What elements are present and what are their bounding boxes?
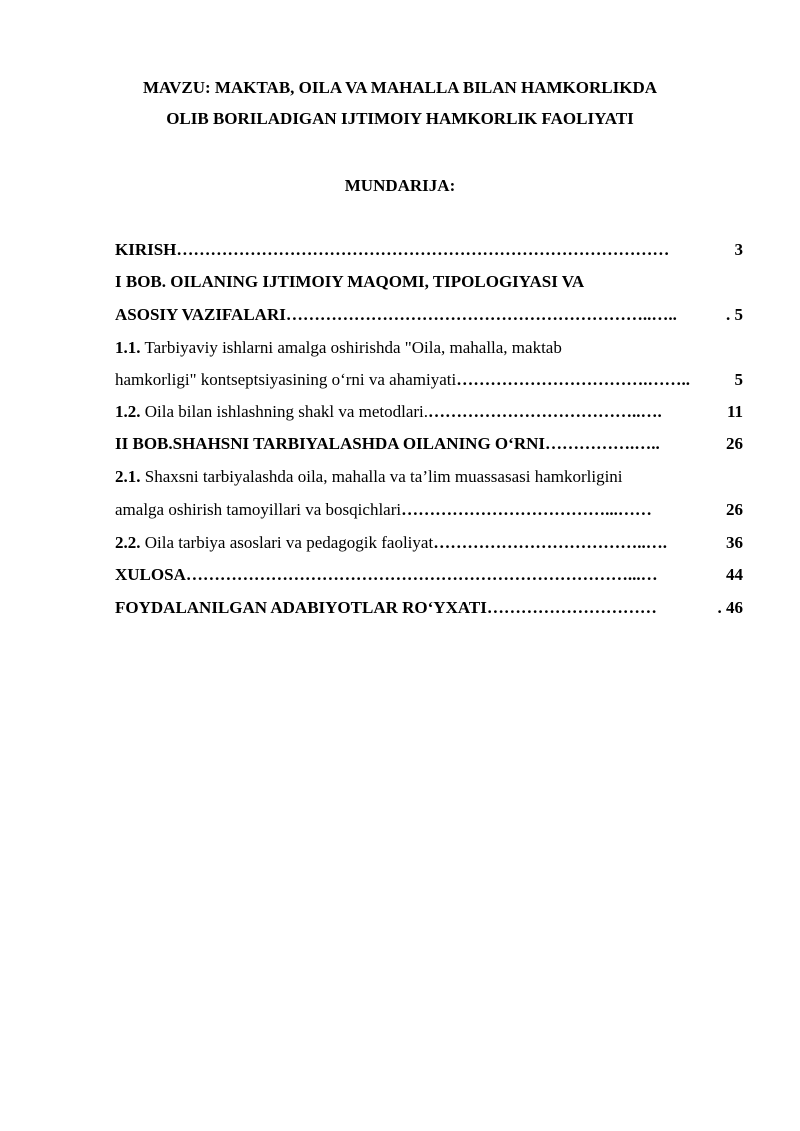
toc-entry-2-1[interactable] [115, 498, 743, 522]
toc-entry-label: Oila tarbiya asoslari va pedagogik faoliyat [140, 533, 434, 552]
toc-leader-dots: ………………………………...…… [401, 500, 652, 519]
toc-section-number: 1.2. [115, 402, 141, 421]
toc-leader-dots: ……………………………………………………………………...… [185, 565, 658, 584]
toc-entry-1-2[interactable] [115, 400, 743, 424]
toc-page-number: . 5 [726, 305, 743, 324]
toc-entry-bob1[interactable] [115, 303, 743, 327]
toc-leader-dots: ………………………………………………………..….. [285, 305, 677, 324]
toc-leader-dots: …………….….. [545, 434, 660, 453]
toc-leader-dots: ………………………………..…. [428, 402, 662, 421]
toc-entry-2-1-line1[interactable] [115, 465, 743, 489]
toc-entry-label: amalga oshirish tamoyillari va bosqichlari [115, 500, 402, 519]
toc-section-number: 2.1. [115, 467, 141, 486]
document-title-line-2: OLIB BORILADIGAN IJTIMOIY HAMKORLIK FAOLIYATI [166, 109, 634, 128]
toc-page-number: 26 [726, 500, 743, 519]
toc-section-number: 2.2. [115, 533, 141, 552]
toc-page-number: 26 [726, 434, 743, 453]
toc-leader-dots: …………………………………………………………………………… [176, 240, 670, 259]
toc-page-number: 44 [726, 565, 743, 584]
toc-page-number: 3 [734, 240, 743, 259]
toc-entry-label: XULOSA [115, 565, 186, 584]
toc-entry-kirish[interactable] [115, 238, 743, 262]
toc-entry-1-1-line1[interactable] [115, 336, 743, 360]
toc-leader-dots: ………………………… [486, 598, 657, 617]
toc-entry-label: Oila bilan ishlashning shakl va metodlari. [140, 402, 429, 421]
toc-entry-label: II BOB.SHAHSNI TARBIYALASHDA OILANING O‘RNI [115, 434, 545, 453]
toc-entry-adabiyotlar[interactable] [115, 596, 743, 620]
toc-page-number: 36 [726, 533, 743, 552]
toc-leader-dots: ………………………………..…. [433, 533, 667, 552]
toc-entry-bob1-line1[interactable]: I BOB. OILANING IJTIMOIY MAQOMI, TIPOLOGIYASI VA [115, 272, 585, 291]
toc-entry-bob2[interactable] [115, 432, 743, 456]
document-title-line-1: MAVZU: MAKTAB, OILA VA MAHALLA BILAN HAMKORLIKDA [143, 78, 657, 97]
contents-heading: MUNDARIJA: [344, 176, 456, 195]
toc-page-number: 11 [726, 402, 743, 421]
toc-entry-label: ASOSIY VAZIFALARI [115, 305, 286, 324]
toc-entry-label: KIRISH [115, 240, 177, 259]
toc-entry-2-2[interactable] [115, 531, 743, 555]
toc-entry-xulosa[interactable] [115, 563, 743, 587]
toc-section-number: 1.1. [115, 338, 141, 357]
toc-page-number: . 46 [717, 598, 743, 617]
toc-entry-label: hamkorligi" kontseptsiyasining o‘rni va ahamiyati [115, 370, 457, 389]
toc-entry-label: Tarbiyaviy ishlarni amalga oshirishda "Oila, mahalla, maktab [140, 338, 562, 357]
toc-page-number: 5 [734, 370, 743, 389]
toc-entry-label: FOYDALANILGAN ADABIYOTLAR RO‘YXATI [115, 598, 487, 617]
toc-leader-dots: …………………………….…….. [456, 370, 690, 389]
toc-entry-label: Shaxsni tarbiyalashda oila, mahalla va ta’lim muassasasi hamkorligini [140, 467, 623, 486]
toc-entry-1-1[interactable] [115, 368, 743, 392]
